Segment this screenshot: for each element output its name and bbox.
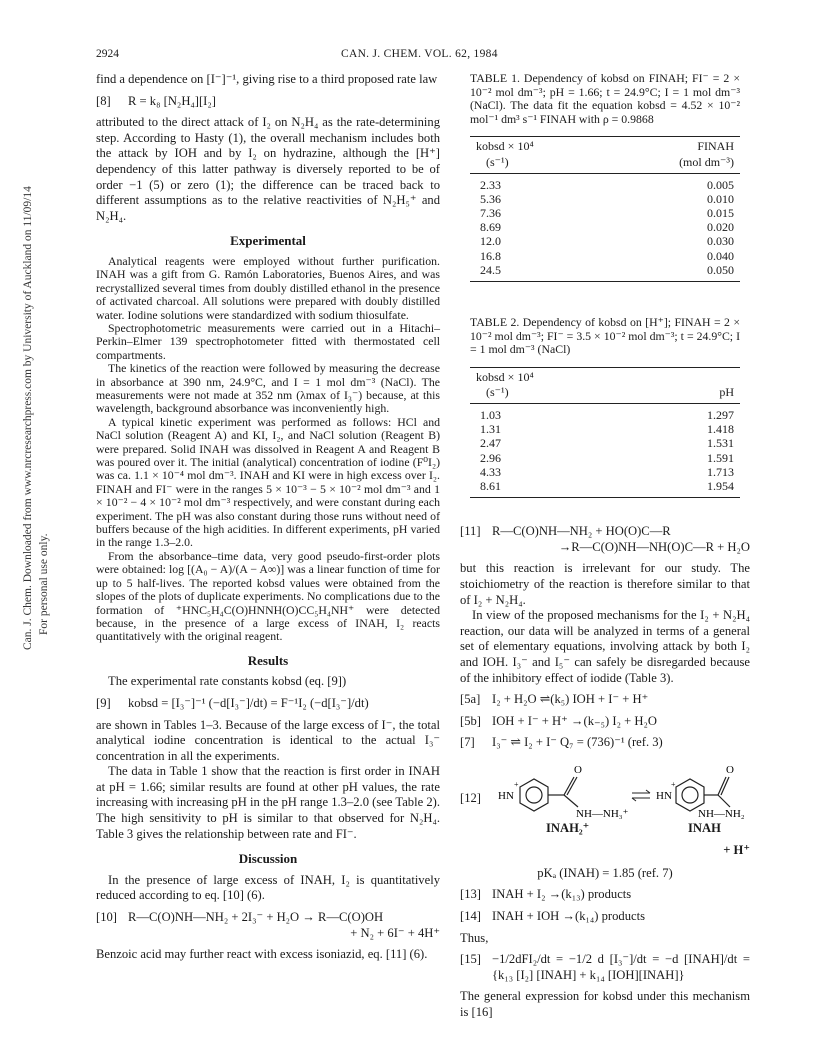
table-2	[470, 367, 740, 498]
paragraph: find a dependence on [I⁻]⁻¹, giving rise to a third proposed rate law	[96, 72, 438, 86]
paragraph: Spectrophotometric measurements were carried out in a Hitachi–Perkin–Elmer 139 spectrophotometer fitted with thermostated cell compartments.	[96, 320, 440, 362]
table-cell: 1.03	[480, 407, 501, 422]
section-title-results: Results	[247, 652, 289, 668]
paragraph: Analytical reagents were employed without further purification. INAH was a gift from G. Ramón Laboratories, Buenos Aires, and was recrystallized several times from doubly distilled ethanol in the presence of activated charcoal. All solutions were prepared with doubly distilled water. Iodine solutions were standardized with sodium thiosulfate.	[96, 253, 440, 322]
table-cell: 1.418	[707, 422, 734, 437]
paragraph: In view of the proposed mechanisms for the I₂ + N₂H₄ reaction, our data will be analyzed in terms of a general set of elementary equations, involving attack by both I₂ and IOH. I₃⁻ and I₅⁻ can safely be disregarded because of the inhibitory effect of iodide (Table 3).	[460, 608, 750, 685]
table-cell: 16.8	[480, 248, 501, 263]
table-cell: 0.020	[707, 220, 734, 235]
svg-text:O: O	[574, 763, 582, 776]
table-row	[470, 192, 740, 206]
equation-body: R = k₈ [N₂H₄][I₂]	[128, 93, 216, 108]
table-row	[470, 465, 740, 479]
table-row	[470, 403, 740, 422]
page-number: 2924	[96, 48, 119, 60]
table-cell: 0.010	[707, 191, 734, 206]
equation-10	[96, 910, 440, 941]
svg-text:NH—NH₂: NH—NH₂	[698, 807, 745, 820]
table-cell: 1.713	[707, 464, 734, 479]
table-row	[470, 451, 740, 465]
equation-15: [15] −1/2dFI₂/dt = −1/2 d [I₃⁻]/dt = −d [INAH]/dt = {k₁₃ [I₂] [INAH] + k₁₄ [IOH][INAH]}	[460, 952, 750, 982]
table-cell: 0.005	[707, 177, 734, 192]
table-cell: 0.040	[707, 248, 734, 263]
right-column	[460, 72, 750, 1021]
svg-text:HN: HN	[656, 789, 672, 802]
table-cell: 1.591	[707, 450, 734, 465]
equation-number: [10]	[96, 910, 117, 925]
paragraph: but this reaction is irrelevant for our study. The stoichiometry of the reaction is therefore similar to that of I₂ + N₂H₄.	[460, 561, 750, 607]
svg-text:HN: HN	[498, 789, 514, 802]
download-watermark	[22, 130, 68, 650]
equation-body-cont: + N₂ + 6I⁻ + 4H⁺	[350, 925, 440, 940]
svg-text:O: O	[726, 763, 734, 776]
table-2-caption: TABLE 2. Dependency of kobsd on [H⁺]; FINAH = 2 × 10⁻² mol dm⁻³; FI⁻ = 3.5 × 10⁻² mol dm⁻³; t = 24.9°C; I = 1 mol dm⁻³ (NaCl)	[470, 314, 740, 357]
svg-text:+: +	[514, 779, 519, 789]
left-column	[96, 72, 440, 963]
table-cell: 8.61	[470, 479, 643, 498]
equation-8	[96, 94, 440, 110]
species-label: INAH	[688, 820, 721, 835]
svg-text:NH—NH₃⁺: NH—NH₃⁺	[576, 807, 629, 820]
table-row	[470, 249, 740, 263]
table-row	[470, 206, 740, 220]
table-cell: 12.0	[480, 234, 501, 249]
equation-13: [13] INAH + I₂ →(k₁₃) products	[460, 887, 632, 902]
table-cell: 0.050	[608, 263, 740, 282]
table-row	[470, 263, 740, 282]
table-header: FINAH (mol dm⁻³)	[608, 137, 740, 173]
table-row	[470, 234, 740, 248]
table-cell: 7.36	[480, 205, 501, 220]
watermark-line-2: For personal use only.	[38, 533, 50, 635]
table-1-caption: TABLE 1. Dependency of kobsd on FINAH; FI⁻ = 2 × 10⁻² mol dm⁻³; pH = 1.66; t = 24.9°C; I = 1 mol dm⁻³ (NaCl). The data fit the equation kobsd = 4.52 × 10⁻² mol⁻¹ dm³ s⁻¹ FINAH with ρ = 0.9868	[470, 71, 740, 126]
journal-reference: CAN. J. CHEM. VOL. 62, 1984	[341, 48, 498, 60]
equation-5a: [5a] I₂ + H₂O ⇌(k₅) IOH + I⁻ + H⁺	[460, 692, 649, 707]
equation-body-cont: →R—C(O)NH—NH(O)C—R + H₂O	[558, 539, 750, 554]
section-title-experimental: Experimental	[230, 233, 306, 249]
paragraph: From the absorbance–time data, very good pseudo-first-order plots were obtained: log [(A₀ − A)/(A − A∞)] was a linear function of time for up to 5 half-lives. The reported kobsd values were obtained from the slopes of the plots of duplicate experiments. No complications due to the formation of ⁺HNC₅H₄C(O)HNNH(O)CC₅H₄NH⁺ were detected because, in the presence of a large excess of INAH, I₂ reacts quantitatively with the original reagent.	[96, 548, 440, 644]
paragraph: A typical kinetic experiment was performed as follows: HCl and NaCl solution (Reagent A) and KI, I₂, and NaCl solution (Reagent B) were prepared. Solid INAH was dissolved in Reagent A and Reagent B was poured over it. The initial (analytical) concentration of iodine (F⁰I₂) was ca. 1.1 × 10⁻⁴ mol dm⁻³. INAH and KI were in high excess over I₂. FINAH and FI⁻ were in the ranges 5 × 10⁻³ − 5 × 10⁻² mol dm⁻³ and 1 × 10⁻² − 4 × 10⁻² mol dm⁻³ respectively, and were constant during each experiment. The pH was also constant during those runs without need of buffers because of the high acidities. In different experiments, pH varied in the range 1.3–2.0.	[96, 414, 440, 550]
table-cell: 24.5	[470, 263, 608, 282]
equation-12-structures	[460, 757, 750, 862]
table-cell: 1.31	[480, 422, 501, 437]
table-cell: 2.47	[480, 436, 501, 451]
table-cell: 0.030	[707, 234, 734, 249]
equation-number: [11]	[460, 524, 481, 539]
paragraph: are shown in Tables 1–3. Because of the large excess of I⁻, the total analytical iodine concentration is identical to the actual I₃⁻ concentration in all the experiments.	[96, 717, 440, 763]
equation-9	[96, 696, 440, 712]
section-title-discussion: Discussion	[238, 851, 298, 867]
paragraph: The general expression for kobsd under this mechanism is [16]	[460, 989, 750, 1020]
equation-11	[460, 524, 750, 555]
table-header: kobsd × 10⁴ (s⁻¹)	[470, 137, 608, 173]
paragraph: The experimental rate constants kobsd (eq. [9])	[108, 674, 347, 689]
table-cell: 2.96	[480, 450, 501, 465]
table-cell: 0.015	[707, 205, 734, 220]
paragraph: The data in Table 1 show that the reaction is first order in INAH at pH = 1.66; similar results are found at other pH values, the rate increasing with increasing pH in the pH range 1.3–2.0 (see Table 2). The high sensitivity to pH is similar to that observed for N₂H₄. Table 3 gives the relationship between rate and FI⁻.	[96, 764, 440, 841]
table-row	[470, 220, 740, 234]
table-row	[470, 479, 740, 498]
paragraph: Benzoic acid may further react with excess isoniazid, eq. [11] (6).	[96, 947, 428, 962]
table-header: pH	[643, 367, 740, 403]
species-label: + H⁺	[723, 842, 750, 857]
table-cell: 1.954	[643, 479, 740, 498]
pka-note: pKₐ (INAH) = 1.85 (ref. 7)	[537, 865, 673, 880]
table-cell: 1.531	[707, 436, 734, 451]
equation-7: [7] I₃⁻ ⇌ I₂ + I⁻ Q₇ = (736)⁻¹ (ref. 3)	[460, 735, 663, 750]
watermark-line-1: Can. J. Chem. Downloaded from www.nrcresearchpress.com by University of Auckland on 11/09/14	[22, 186, 34, 650]
equation-number: [9]	[96, 695, 111, 710]
paragraph: Thus,	[460, 930, 489, 945]
table-row	[470, 436, 740, 450]
table-row	[470, 422, 740, 436]
table-header: kobsd × 10⁴ (s⁻¹)	[470, 367, 643, 403]
equation-number: [12]	[460, 790, 481, 805]
svg-text:+: +	[671, 779, 676, 789]
species-label: INAH₂⁺	[546, 820, 590, 835]
table-cell: 8.69	[480, 220, 501, 235]
table-1	[470, 136, 740, 282]
equation-body: R—C(O)NH—NH₂ + HO(O)C—R	[492, 524, 671, 539]
equation-body: R—C(O)NH—NH₂ + 2I₃⁻ + H₂O → R—C(O)OH	[128, 910, 384, 925]
table-cell: 1.297	[707, 407, 734, 422]
paragraph: attributed to the direct attack of I₂ on N₂H₄ as the rate-determining step. According to Hasty (1), the overall mechanism includes both the attack by IOH and by I₂ on hydrazine, although the [H⁺] dependency of this latter pathway is diversely reported to be of order −1 (5) or zero (1); the difference can be traced back to different assumptions as to the relative reactivities of N₂H₅⁺ and N₂H₄.	[96, 115, 440, 223]
paragraph: In the presence of large excess of INAH, I₂ is quantitatively reduced according to eq. [10] (6).	[96, 872, 440, 903]
paragraph: The kinetics of the reaction were followed by measuring the decrease in absorbance at 390 nm, 24.9°C, and I = 1 mol dm⁻³ (NaCl). The measurements were not made at 352 nm (λmax of I₃⁻) because, at this wavelength, background absorbance was inconveniently high.	[96, 361, 440, 416]
table-cell: 5.36	[480, 191, 501, 206]
table-cell: 2.33	[480, 177, 501, 192]
equation-5b: [5b] IOH + I⁻ + H⁺ →(k₋₅) I₂ + H₂O	[460, 713, 657, 728]
equation-number: [8]	[96, 93, 111, 108]
equation-14: [14] INAH + IOH →(k₁₄) products	[460, 909, 645, 924]
table-cell: 4.33	[480, 464, 501, 479]
table-row	[470, 173, 740, 192]
equation-body: kobsd = [I₃⁻]⁻¹ (−d[I₃⁻]/dt) = F⁻¹I₂ (−d[I₃⁻]/dt)	[128, 695, 369, 710]
